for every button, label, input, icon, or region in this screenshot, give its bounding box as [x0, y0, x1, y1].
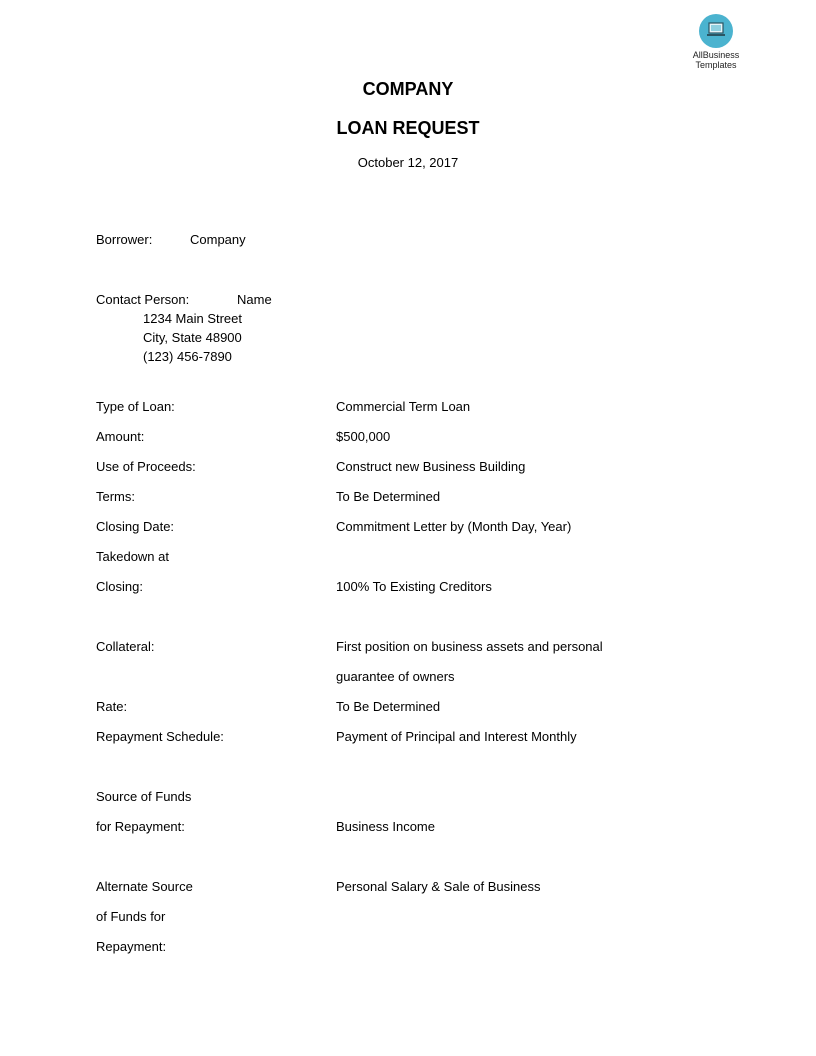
- collateral-value-line1: First position on business assets and personal: [336, 639, 603, 654]
- contact-city: City, State 48900: [143, 330, 242, 345]
- closing-date-label: Closing Date:: [96, 519, 175, 534]
- rate-label: Rate:: [96, 699, 128, 714]
- contact-phone: (123) 456-7890: [143, 349, 232, 364]
- source-of-funds-value: Business Income: [336, 819, 435, 834]
- source-of-funds-label-line1: Source of Funds: [96, 789, 192, 804]
- document-date: October 12, 2017: [357, 155, 459, 170]
- amount-label: Amount:: [96, 429, 145, 444]
- allbusiness-templates-logo: [686, 14, 746, 70]
- use-of-proceeds-value: Construct new Business Building: [336, 459, 526, 474]
- alternate-source-value: Personal Salary & Sale of Business: [336, 879, 541, 894]
- collateral-label: Collateral:: [96, 639, 155, 654]
- terms-label: Terms:: [96, 489, 135, 504]
- rate-value: To Be Determined: [336, 699, 441, 714]
- logo-text-line1: AllBusiness: [692, 50, 740, 60]
- source-of-funds-label-line2: for Repayment:: [96, 819, 185, 834]
- takedown-label-line1: Takedown at: [96, 549, 169, 564]
- type-of-loan-label: Type of Loan:: [96, 399, 175, 414]
- terms-value: To Be Determined: [336, 489, 441, 504]
- contact-person-label: Contact Person:: [96, 292, 190, 307]
- collateral-value-line2: guarantee of owners: [336, 669, 455, 684]
- alternate-source-label-line3: Repayment:: [96, 939, 167, 954]
- company-heading: COMPANY: [362, 79, 454, 99]
- alternate-source-label-line1: Alternate Source: [96, 879, 193, 894]
- repayment-schedule-label: Repayment Schedule:: [96, 729, 224, 744]
- borrower-label: Borrower:: [96, 232, 153, 247]
- amount-value: $500,000: [336, 429, 391, 444]
- type-of-loan-value: Commercial Term Loan: [336, 399, 471, 414]
- takedown-label-line2: Closing:: [96, 579, 143, 594]
- contact-street: 1234 Main Street: [143, 311, 243, 326]
- use-of-proceeds-label: Use of Proceeds:: [96, 459, 196, 474]
- closing-date-value: Commitment Letter by (Month Day, Year): [336, 519, 572, 534]
- repayment-schedule-value: Payment of Principal and Interest Monthly: [336, 729, 577, 744]
- alternate-source-label-line2: of Funds for: [96, 909, 166, 924]
- logo-badge: [699, 14, 733, 48]
- logo-text-line2: Templates: [695, 60, 737, 70]
- contact-name: Name: [237, 292, 272, 307]
- document-title: LOAN REQUEST: [336, 118, 480, 138]
- borrower-value: Company: [190, 232, 246, 247]
- takedown-value: 100% To Existing Creditors: [336, 579, 492, 594]
